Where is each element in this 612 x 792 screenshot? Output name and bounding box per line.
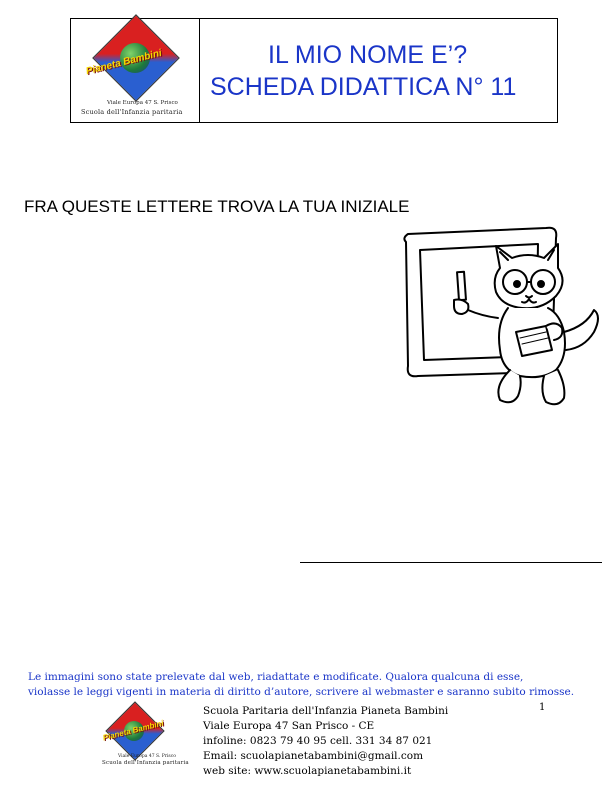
- page-number: 1: [539, 702, 546, 713]
- footer-logo-school-text: Scuola dell'Infanzia paritaria: [102, 760, 189, 766]
- footer-email: Email: scuolapianetabambini@gmail.com: [203, 750, 424, 762]
- page-title: IL MIO NOME E’?: [268, 40, 468, 69]
- footer-phone: infoline: 0823 79 40 95 cell. 331 34 87 021: [203, 735, 433, 747]
- logo-brand-text: Pianeta Bambini: [84, 47, 163, 78]
- disclaimer-line-2: violasse le leggi vigenti in materia di diritto d’autore, scrivere al webmaster e saranno subito rimosse.: [28, 686, 575, 698]
- footer-school-logo: [66, 704, 196, 766]
- footer-website: web site: www.scuolapianetabambini.it: [203, 765, 412, 777]
- footer-address: Viale Europa 47 San Prisco - CE: [203, 720, 375, 732]
- chalk-icon: [457, 272, 466, 300]
- disclaimer: [28, 670, 608, 700]
- cat-chalkboard-illustration: [396, 220, 608, 420]
- answer-line: [300, 562, 602, 563]
- footer-logo-brand-text: Pianeta Bambini: [101, 718, 165, 743]
- footer-contact-info: [203, 704, 448, 779]
- disclaimer-line-1: Le immagini sono state prelevate dal web, riadattate e modificate. Qualora qualcuna di esse,: [28, 671, 524, 683]
- logo-school-text: Scuola dell'Infanzia paritaria: [81, 108, 183, 116]
- header-title-cell: [200, 19, 557, 122]
- page-subtitle: SCHEDA DIDATTICA N° 11: [210, 72, 517, 101]
- instruction-text: FRA QUESTE LETTERE TROVA LA TUA INIZIALE: [24, 197, 410, 216]
- school-logo: [71, 19, 199, 124]
- cat-tail: [564, 310, 598, 350]
- logo-address-text: Viale Europa 47 S. Prisco: [107, 100, 178, 106]
- header-box: [70, 18, 558, 123]
- footer-school-name: Scuola Paritaria dell'Infanzia Pianeta Bambini: [203, 705, 449, 717]
- header-logo-cell: [71, 19, 200, 122]
- footer-logo-address-text: Viale Europa 47 S. Prisco: [118, 754, 176, 759]
